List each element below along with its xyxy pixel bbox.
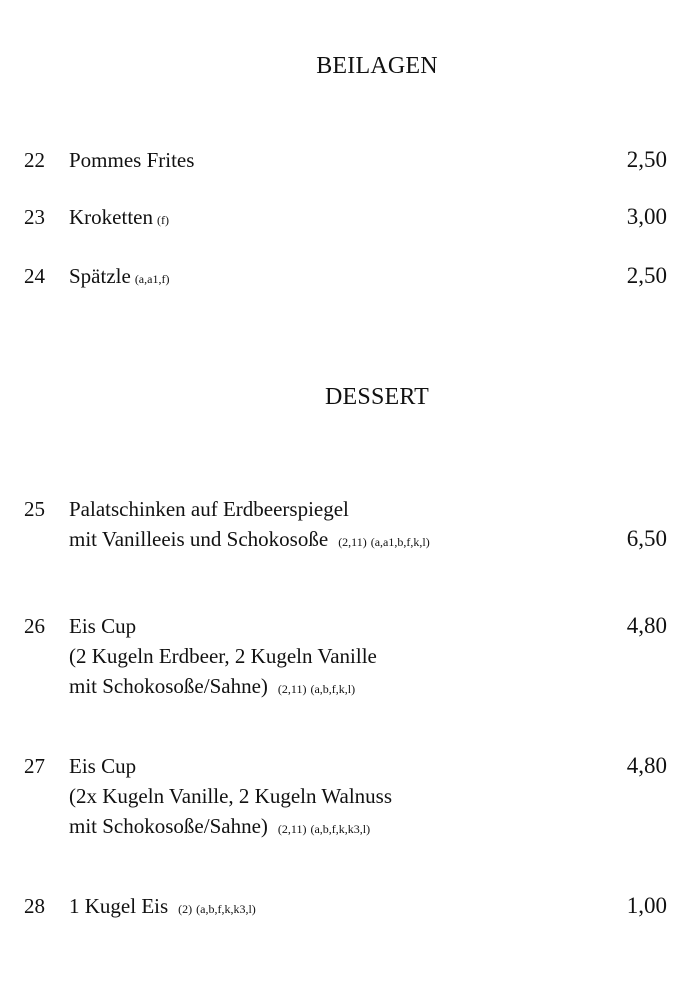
- item-name: 1 Kugel Eis: [69, 894, 169, 918]
- item-allergens: (a,a1,f): [134, 272, 170, 286]
- item-additives: (2,11): [277, 822, 307, 836]
- item-additives: (2,11): [277, 682, 307, 696]
- item-line-3-text: mit Schokosoße/Sahne): [69, 814, 268, 838]
- item-line-3: [69, 671, 377, 701]
- item-line-2-text: mit Vanilleeis und Schokosoße: [69, 527, 329, 551]
- item-number: 22: [24, 148, 45, 172]
- item-number: 23: [24, 205, 45, 229]
- section-heading-dessert: DESSERT: [325, 384, 429, 410]
- item-description: [69, 202, 169, 235]
- item-name: Pommes Frites: [69, 148, 195, 172]
- item-price: 2,50: [626, 147, 667, 172]
- item-allergens: (a,b,f,k,k3,l): [310, 822, 371, 836]
- item-price: 6,50: [626, 526, 667, 551]
- item-name: Spätzle: [69, 264, 131, 288]
- item-allergens: (a,a1,b,f,k,l): [370, 535, 430, 549]
- item-line-3: [69, 811, 392, 841]
- item-number: 25: [24, 497, 45, 521]
- item-line-1: Palatschinken auf Erdbeerspiegel: [69, 497, 349, 521]
- item-line-1: Eis Cup: [69, 754, 137, 778]
- item-line-2: [69, 524, 430, 554]
- item-description: [69, 751, 392, 841]
- item-allergens: (a,b,f,k,l): [310, 682, 356, 696]
- item-price: 4,80: [626, 753, 667, 778]
- item-price: 3,00: [626, 204, 667, 229]
- item-description: [69, 891, 256, 924]
- item-number: 26: [24, 614, 45, 638]
- item-name: Kroketten: [69, 205, 153, 229]
- item-allergens: (a,b,f,k,k3,l): [196, 902, 256, 916]
- item-description: [69, 261, 169, 294]
- item-additives: (2): [178, 902, 193, 916]
- item-description: [69, 494, 430, 554]
- item-line-2: (2 Kugeln Erdbeer, 2 Kugeln Vanille: [69, 644, 377, 668]
- item-price: 1,00: [626, 893, 667, 918]
- item-price: 4,80: [626, 613, 667, 638]
- item-description: [69, 611, 377, 701]
- item-number: 24: [24, 264, 45, 288]
- item-price: 2,50: [626, 263, 667, 288]
- item-line-3-text: mit Schokosoße/Sahne): [69, 674, 268, 698]
- item-line-1: Eis Cup: [69, 614, 137, 638]
- item-number: 27: [24, 754, 45, 778]
- item-additives: (2,11): [338, 535, 367, 549]
- item-line-2: (2x Kugeln Vanille, 2 Kugeln Walnuss: [69, 784, 392, 808]
- section-heading-beilagen: BEILAGEN: [316, 53, 438, 79]
- item-allergens: (f): [156, 213, 169, 227]
- item-number: 28: [24, 894, 45, 918]
